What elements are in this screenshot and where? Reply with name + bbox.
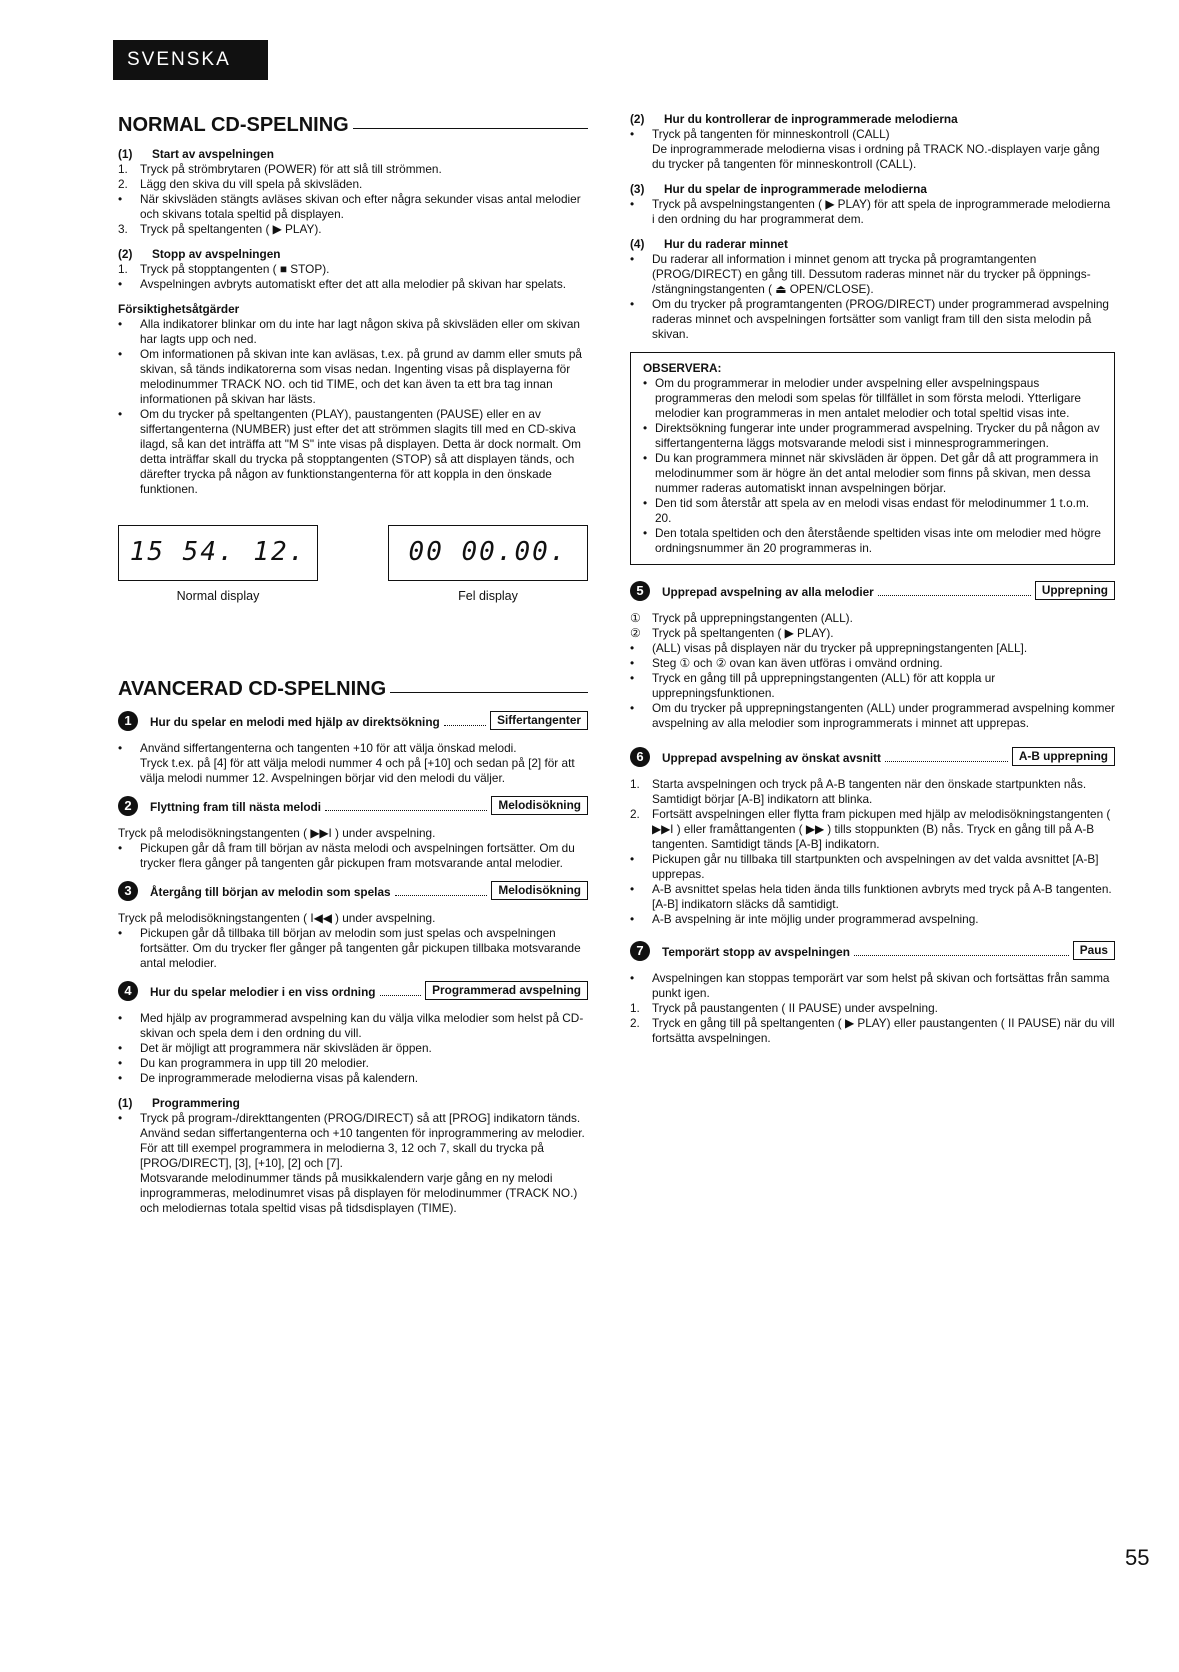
list-item: • Om informationen på skivan inte kan avläsas, t.ex. på grund av damm eller smuts på skivan, så tänds indikatorerna som visas nedan. Ingenting visas på displayerna för melodinummer TRACK NO. och tid TIME, och det kan även ta ett bra tag innan informationen på skivan har lästs. bbox=[118, 347, 582, 406]
list-item: • Avspelningen avbryts automatiskt efter det att alla melodier på skivan har spelats. bbox=[118, 277, 567, 291]
list-item: • Tryck en gång till på upprepningstangenten (ALL) för att koppla ur upprepningsfunktionen. bbox=[630, 671, 996, 700]
list-item: • När skivsläden stängts avläses skivan och efter några sekunder visas antal melodier och skivans totala speltid på displayen. bbox=[118, 192, 581, 221]
list-item: • A-B avsnittet spelas hela tiden ända tills funktionen avbryts med tryck på A-B tangenten. [A-B] indikatorn släcks då samtidigt. bbox=[630, 882, 1112, 911]
error-display bbox=[388, 525, 588, 604]
list-item: • Avspelningen kan stoppas temporärt var som helst på skivan och fortsättas från samma punkt igen. bbox=[630, 971, 1110, 1000]
number-5-icon: 5 bbox=[630, 581, 650, 601]
list-item: ① Tryck på upprepningstangenten (ALL). bbox=[630, 611, 853, 625]
list-item: 2. Fortsätt avspelningen eller flytta fram pickupen med hjälp av melodisökningstangenten ( ▶▶I ) eller framåttangenten ( ▶▶ ) tills stoppunkten (B) nås. Tryck en gång till på A-B tangenten. Samtidigt tänds [A-B] indikatorn. bbox=[630, 807, 1111, 851]
subheading-play-program: (3) Hur du spelar de inprogrammerade melodierna bbox=[630, 182, 927, 196]
list-item: • Om du trycker på speltangenten (PLAY), paustangenten (PAUSE) eller en av siffertangenterna (NUMBER) just efter det att strömmen slagits till med en CD-skiva ilagd, så kan det inträffa att "M S" inte visas på displayen. Detta är dock normalt. Om detta inträffar skall du trycka på stopptangenten (STOP) så att displayen tänds, och därefter trycka på någon av funktionstangenterna för att koppla in den önskade funktionen. bbox=[118, 407, 581, 496]
label-siffertangenter: Siffertangenter bbox=[490, 711, 588, 730]
caution-list bbox=[118, 317, 588, 497]
list-item: 1. Tryck på paustangenten ( II PAUSE) under avspelning. bbox=[630, 1001, 938, 1015]
left-column: NORMAL CD-SPELNING (1) Start av avspelningen 1. Tryck på strömbrytaren (POWER) för att slå till strömmen. 2. Lägg den skiva du vill spela på skivsläden. • När skivsläden stängts avläses skivan och efter några sekunder visas antal melodier och skivans totala speltid på displayen. 3. Tryck på speltangenten ( ▶ PLAY). (2) Stopp av avspelningen 1. Tryck på stopptangenten ( ■ STOP). • Avspelningen avbryts automatiskt efter det att alla melodier på skivan har spelats. Försiktighetsåtgärder • Alla indikatorer blinkar om du inte har lagt någon skiva på skivsläden eller om skivan har lagts upp och ned. • Om informationen på skivan inte kan avläsas, t.ex. på grund av damm eller smuts på skivan, så tänds indikatorerna som visas nedan. Ingenting visas på displayerna för melodinummer TRACK NO. och tid TIME, och det kan även ta ett bra tag innan informationen på skivan har lästs. • Om du trycker på speltangenten (PLAY), paustangenten (PAUSE) eller en av siffertangenterna (NUMBER) just efter det att strömmen slagits till med en CD-skiva ilagd, så kan det inträffa att "M S" inte visas på displayen. Detta är dock normalt. Om detta inträffar skall du trycka på stopptangenten (STOP) så att displayen tänds, och därefter trycka på någon av funktionstangenterna för att koppla in den önskade funktionen. 15 54. 12. Normal display 00 00.00. Fel display AVANCERAD CD-SPELNING 1 Hur du spelar en melodi med hjälp av direktsökning Siffertangenter • Använd siffertangenterna och tangenten +10 för att välja önskad melodi. Tryck t.ex. på [4] för att välja melodi nummer 4 och på [+10] och sedan på [2] för att välja melodi nummer 12. Avspelningen börjar vid den melodi du väljer. 2 Flyttning fram till nästa melodi Melodisökning Tryck på melodisökningstangenten ( ▶▶I ) under avspelning. • Pickupen går då fram till början av nästa melodi och avspelningen fortsätter. Om du trycker flera gånger på tangenten går pickupen fram motsvarande antal melodier. 3 Återgång till början av melodin som spelas Melodisökning Tryck på melodisökningstangenten ( I◀◀ ) under avspelning. • Pickupen går då tillbaka till början av melodin som just spelas och avspelningen fortsätter. Om du trycker fler gånger på tangenten går pickupen tillbaka motsvarande antal melodier. 4 Hur du spelar melodier i en viss ordning Programmerad avspelning • Med hjälp av programmerad avspelning kan du välja vilka melodier som helst på CD-skivan och spela dem i den ordning du vill. • Det är möjligt att programmera när skivsläden är öppen. • Du kan programmera in upp till 20 melodier. • De inprogrammerade melodierna visas på kalendern. (1) Programmering • Tryck på program-/direkttangenten (PROG/DIRECT) så att [PROG] indikatorn tänds. Använd sedan siffertangenterna och +10 tangenten för inprogrammering av melodier. För att till exempel programmera in melodierna 3, 12 och 7, skall du trycka på [PROG/DIRECT], [3], [+10], [2] och [7]. Motsvarande melodinummer tänds på musikkalendern varje gång en ny melodi inprogrammeras, melodinumret visas på displayen för melodinummer (TRACK NO.) och melodiernas totala speltid visas på tidsdisplayen (TIME). bbox=[118, 118, 588, 1216]
label-melodisokning: Melodisökning bbox=[491, 796, 588, 815]
start-steps bbox=[118, 162, 588, 237]
subheading-start: (1) Start av avspelningen bbox=[118, 147, 274, 161]
subheading-clear: (4) Hur du raderar minnet bbox=[630, 237, 788, 251]
section-1: 1 Hur du spelar en melodi med hjälp av direktsökning Siffertangenter bbox=[118, 711, 588, 731]
number-7-icon: 7 bbox=[630, 941, 650, 961]
note-box: OBSERVERA: • Om du programmerar in melodier under avspelning eller avspelningspaus programmeras den melodi som spelas för tillfället in som första melodi. Ytterligare melodier kan programmeras in men antalet melodier och total speltid visas inte. • Direktsökning fungerar inte under programmerad avspelning. Trycker du på någon av siffertangenterna läggs motsvarande melodi sist i minnesprogrammeringen. • Du kan programmera minnet när skivsläden är öppen. Det går då att programmera in melodinummer som är högre än det antal melodier som finns på skivan, men dessa nummer raderas automatiskt innan avspelningen börjar. • Den tid som återstår att spela av en melodi visas endast för melodinummer 1 t.o.m. 20. • Den totala speltiden och den återstående speltiden visas inte om melodier med högre ordningsnummer än 20 programmeras in. bbox=[630, 352, 1115, 565]
label-programmerad: Programmerad avspelning bbox=[425, 981, 588, 1000]
section-2: 2 Flyttning fram till nästa melodi Melodisökning bbox=[118, 796, 588, 816]
list-item: • Pickupen går nu tillbaka till startpunkten och avspelningen av det valda avsnittet [A-B] upprepas. bbox=[630, 852, 1099, 881]
page-number: 55 bbox=[1125, 1545, 1150, 1570]
section-heading-normal: NORMAL CD-SPELNING bbox=[118, 118, 588, 133]
display-examples bbox=[118, 525, 588, 604]
section-4: 4 Hur du spelar melodier i en viss ordning Programmerad avspelning bbox=[118, 981, 588, 1001]
number-4-icon: 4 bbox=[118, 981, 138, 1001]
number-3-icon: 3 bbox=[118, 881, 138, 901]
section-7: 7 Temporärt stopp av avspelningen Paus bbox=[630, 941, 1115, 961]
subheading-programming: (1) Programmering bbox=[118, 1096, 240, 1110]
number-2-icon: 2 bbox=[118, 796, 138, 816]
section-5: 5 Upprepad avspelning av alla melodier Upprepning bbox=[630, 581, 1115, 601]
list-item: 1. Tryck på strömbrytaren (POWER) för att slå till strömmen. bbox=[118, 162, 442, 176]
subheading-stop: (2) Stopp av avspelningen bbox=[118, 247, 281, 261]
list-item: • Om du trycker på upprepningstangenten (ALL) under programmerad avspelning kommer avspelning av alla melodier som inprogrammerats i minnet att upprepas. bbox=[630, 701, 1115, 730]
list-item: • A-B avspelning är inte möjlig under programmerad avspelning. bbox=[630, 912, 979, 926]
number-1-icon: 1 bbox=[118, 711, 138, 731]
section-3: 3 Återgång till början av melodin som spelas Melodisökning bbox=[118, 881, 588, 901]
list-item: 2. Lägg den skiva du vill spela på skivsläden. bbox=[118, 177, 363, 191]
label-ab-upprepning: A-B upprepning bbox=[1012, 747, 1115, 766]
caption-normal: Normal display bbox=[176, 589, 260, 603]
label-upprepning: Upprepning bbox=[1035, 581, 1115, 600]
subheading-call: (2) Hur du kontrollerar de inprogrammerade melodierna bbox=[630, 112, 958, 126]
normal-display bbox=[118, 525, 318, 604]
label-melodisokning-2: Melodisökning bbox=[491, 881, 588, 900]
list-item: 1. Tryck på stopptangenten ( ■ STOP). bbox=[118, 262, 330, 276]
lcd-error: 00 00.00. bbox=[388, 525, 588, 581]
list-item: • Steg ① och ② ovan kan även utföras i omvänd ordning. bbox=[630, 656, 943, 670]
list-item: • Alla indikatorer blinkar om du inte har lagt någon skiva på skivsläden eller om skivan har lagts upp och ned. bbox=[118, 317, 580, 346]
subheading-caution: Försiktighetsåtgärder bbox=[118, 302, 240, 316]
list-item: • (ALL) visas på displayen när du trycker på upprepningstangenten [ALL]. bbox=[630, 641, 1028, 655]
section-heading-advanced: AVANCERAD CD-SPELNING bbox=[118, 682, 588, 697]
right-column: (2) Hur du kontrollerar de inprogrammerade melodierna • Tryck på tangenten för minneskontroll (CALL) De inprogrammerade melodierna visas i ordning på TRACK NO.-displayen varje gång du trycker på tangenten för minneskontroll (CALL). (3) Hur du spelar de inprogrammerade melodierna • Tryck på avspelningstangenten ( ▶ PLAY) för att spela de inprogrammerade melodierna i den ordning du har programmerat dem. (4) Hur du raderar minnet • Du raderar all information i minnet genom att trycka på programtangenten (PROG/DIRECT) en gång till. Dessutom raderas minnet när du trycker på öppnings- /stängningstangenten ( ⏏ OPEN/CLOSE). • Om du trycker på programtangenten (PROG/DIRECT) under programmerad avspelning raderas minnet och avspelningen fortsätter som vanligt fram till den sista melodin på skivan. OBSERVERA: • Om du programmerar in melodier under avspelning eller avspelningspaus programmeras den melodi som spelas för tillfället in som första melodi. Ytterligare melodier kan programmeras in men antalet melodier och total speltid visas inte. • Direktsökning fungerar inte under programmerad avspelning. Trycker du på någon av siffertangenterna läggs motsvarande melodi sist i minnesprogrammeringen. • Du kan programmera minnet när skivsläden är öppen. Det går då att programmera in melodinummer som är högre än det antal melodier som finns på skivan, men dessa nummer raderas automatiskt innan avspelningen börjar. • Den tid som återstår att spela av en melodi visas endast för melodinummer 1 t.o.m. 20. • Den totala speltiden och den återstående speltiden visas inte om melodier med högre ordningsnummer än 20 programmeras in. 5 Upprepad avspelning av alla melodier Upprepning ① Tryck på upprepningstangenten (ALL). ② Tryck på speltangenten ( ▶ PLAY). • (ALL) visas på displayen när du trycker på upprepningstangenten [ALL]. • Steg ① och ② ovan kan även utföras i omvänd ordning. • Tryck en gång till på upprepningstangenten (ALL) för att koppla ur upprepningsfunktionen. • Om du trycker på upprepningstangenten (ALL) under programmerad avspelning kommer avspelning av alla melodier som inprogrammerats i minnet att upprepas. 6 Upprepad avspelning av önskat avsnitt A-B upprepning 1. Starta avspelningen och tryck på A-B tangenten när den önskade startpunkten nås. Samtidigt börjar [A-B] indikatorn att blinka. 2. Fortsätt avspelningen eller flytta fram pickupen med hjälp av melodisökningstangenten ( ▶▶I ) eller framåttangenten ( ▶▶ ) tills stoppunkten (B) nås. Tryck en gång till på A-B tangenten. Samtidigt tänds [A-B] indikatorn. • Pickupen går nu tillbaka till startpunkten och avspelningen av det valda avsnittet [A-B] upprepas. • A-B avsnittet spelas hela tiden ända tills funktionen avbryts med tryck på A-B tangenten. [A-B] indikatorn släcks då samtidigt. • A-B avspelning är inte möjlig under programmerad avspelning. 7 Temporärt stopp av avspelningen Paus • Avspelningen kan stoppas temporärt var som helst på skivan och fortsättas från samma punkt igen. 1. Tryck på paustangenten ( II PAUSE) under avspelning. 2. Tryck en gång till på speltangenten ( ▶ PLAY) eller paustangenten ( II PAUSE) när du vill fortsätta avspelningen. bbox=[630, 112, 1115, 1045]
list-item: 3. Tryck på speltangenten ( ▶ PLAY). bbox=[118, 222, 322, 236]
lcd-normal: 15 54. 12. bbox=[118, 525, 318, 581]
section-6: 6 Upprepad avspelning av önskat avsnitt A-B upprepning bbox=[630, 747, 1115, 767]
list-item: 2. Tryck en gång till på speltangenten ( ▶ PLAY) eller paustangenten ( II PAUSE) när du vill fortsätta avspelningen. bbox=[630, 1016, 1115, 1045]
label-paus: Paus bbox=[1073, 941, 1115, 960]
repeat-all-list bbox=[630, 611, 1115, 731]
pause-list bbox=[630, 971, 1115, 1046]
list-item: ② Tryck på speltangenten ( ▶ PLAY). bbox=[630, 626, 834, 640]
stop-steps bbox=[118, 262, 588, 292]
caption-error: Fel display bbox=[458, 589, 518, 603]
ab-repeat-list bbox=[630, 777, 1115, 927]
language-tab: SVENSKA bbox=[113, 40, 268, 80]
number-6-icon: 6 bbox=[630, 747, 650, 767]
list-item: 1. Starta avspelningen och tryck på A-B tangenten när den önskade startpunkten nås. Samtidigt börjar [A-B] indikatorn att blinka. bbox=[630, 777, 1087, 806]
